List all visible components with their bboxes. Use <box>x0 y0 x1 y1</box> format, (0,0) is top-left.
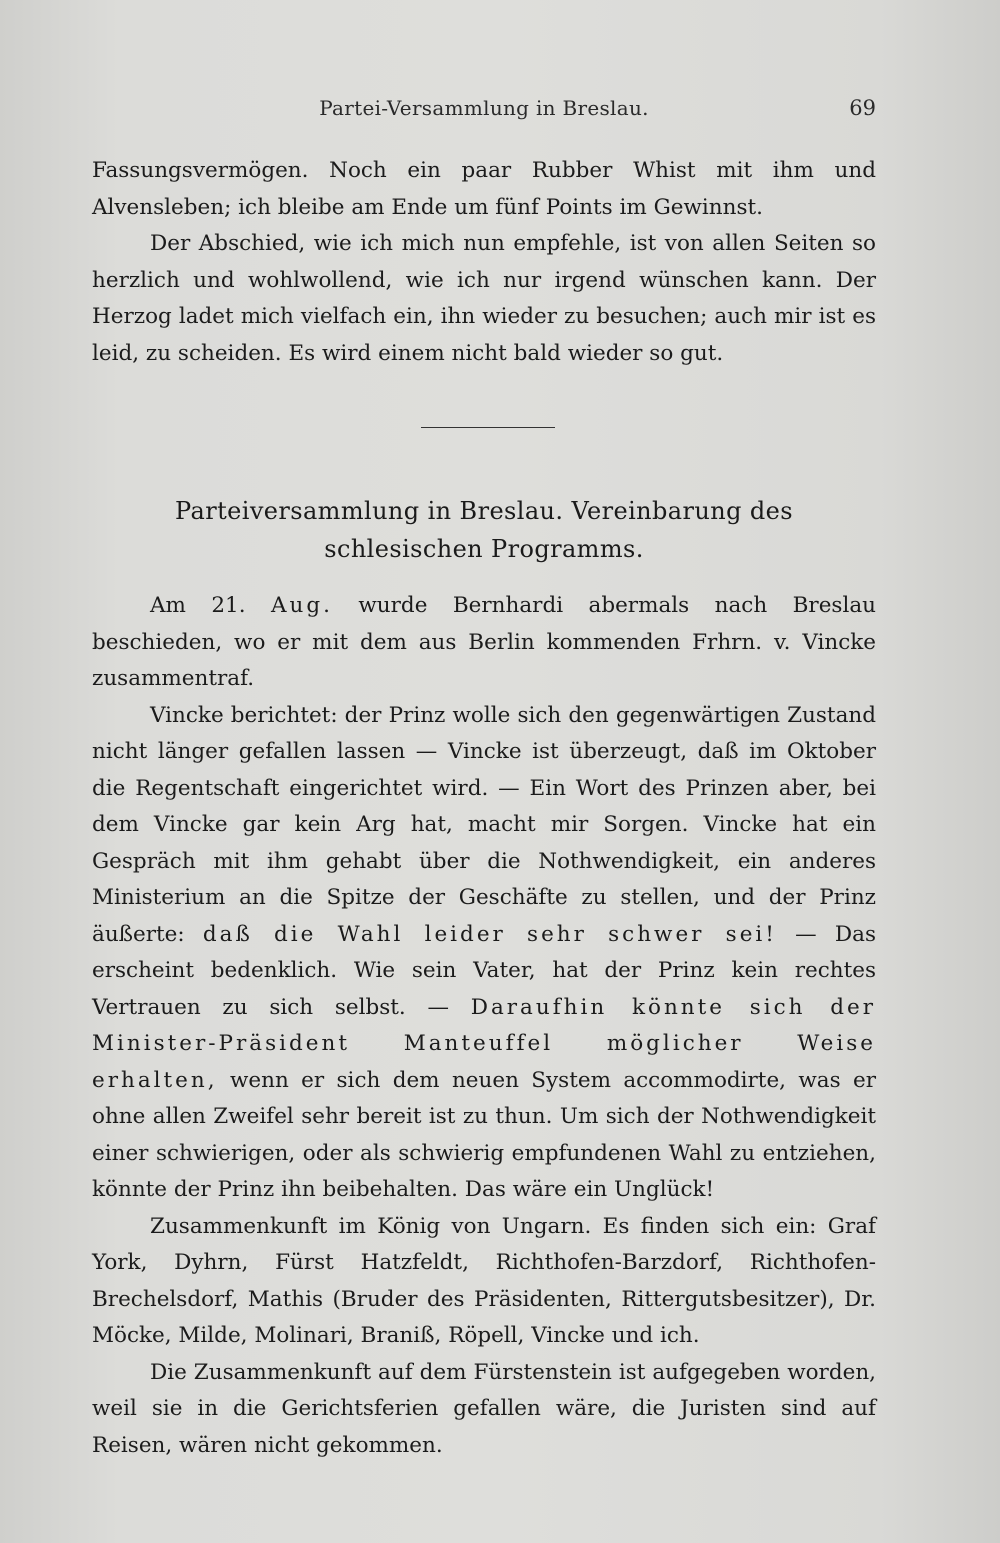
running-head <box>92 96 876 136</box>
section-divider <box>421 427 555 428</box>
quote-spaced-2: Daraufhin könnte sich der Minister-Präsident Manteuffel möglicher Weise erhalten, <box>92 994 877 1093</box>
paragraph-meeting: Zusammenkunft im König von Ungarn. Es finden sich ein: Graf York, Dyhrn, Fürst Hatzfeldt, Richthofen-Barzdorf, Richthofen-Brechelsdorf, Mathis (Bruder des Präsidenten, Rittergutsbesitzer), Dr. Möcke, Milde, Molinari, Braniß, Röpell, Vincke und ich. <box>92 1213 876 1348</box>
quote-spaced-1: daß die Wahl leider sehr schwer sei! <box>202 921 777 947</box>
paragraph-vincke-report <box>92 698 876 1209</box>
arrival-text: wurde Bernhardi abermals nach Breslau beschieden, wo er mit dem aus Berlin kommenden Frhrn. v. Vincke zusammentraf. <box>92 593 876 691</box>
top-section <box>92 153 876 372</box>
page-number: 69 <box>849 96 876 120</box>
paragraph-cancelled: Die Zusammenkunft auf dem Fürstenstein ist aufgegeben worden, weil sie in die Gerichtsferien gefallen wäre, die Juristen sind auf Reisen, wären nicht gekommen. <box>92 1359 876 1458</box>
section-heading: Parteiversammlung in Breslau. Vereinbarung des schlesischen Programms. <box>175 497 793 563</box>
date-month-spaced: Aug. <box>270 593 333 618</box>
paragraph-arrival <box>92 588 876 698</box>
report-part-2: — Das erscheint bedenklich. Wie sein Vater, hat der Prinz kein rechtes Vertrauen zu sich selbst. — <box>92 921 876 1020</box>
section-body <box>92 588 876 1464</box>
paragraph-continuation: Fassungsvermögen. Noch ein paar Rubber Whist mit ihm und Alvensleben; ich bleibe am Ende um fünf Points im Gewinnst. <box>92 158 876 220</box>
paragraph-farewell: Der Abschied, wie ich mich nun empfehle, ist von allen Seiten so herzlich und wohlwollend, wie ich nur irgend wünschen kann. Der Herzog ladet mich vielfach ein, ihn wieder zu besuchen; auch mir ist es leid, zu scheiden. Es wird einem nicht bald wieder so gut. <box>92 231 876 366</box>
report-part-3: wenn er sich dem neuen System accommodirte, was er ohne allen Zweifel sehr bereit ist zu thun. Um sich der Nothwendigkeit einer schwierigen, oder als schwierig empfundenen Wahl zu entziehen, könnte der Prinz ihn beibehalten. Das wäre ein Unglück! <box>92 1067 876 1202</box>
report-part-1: Vincke berichtet: der Prinz wolle sich den gegenwärtigen Zustand nicht länger gefallen lassen — Vincke ist überzeugt, daß im Oktober die Regentschaft eingerichtet wird. — Ein Wort des Prinzen aber, bei dem Vincke gar kein Arg hat, macht mir Sorgen. Vincke hat ein Gespräch mit ihm gehabt über die Nothwendigkeit, ein anderes Ministerium an die Spitze der Geschäfte zu stellen, und der Prinz äußerte: <box>92 702 876 947</box>
running-title: Partei-Versammlung in Breslau. <box>319 96 649 120</box>
date-lead: Am 21. <box>150 593 246 618</box>
